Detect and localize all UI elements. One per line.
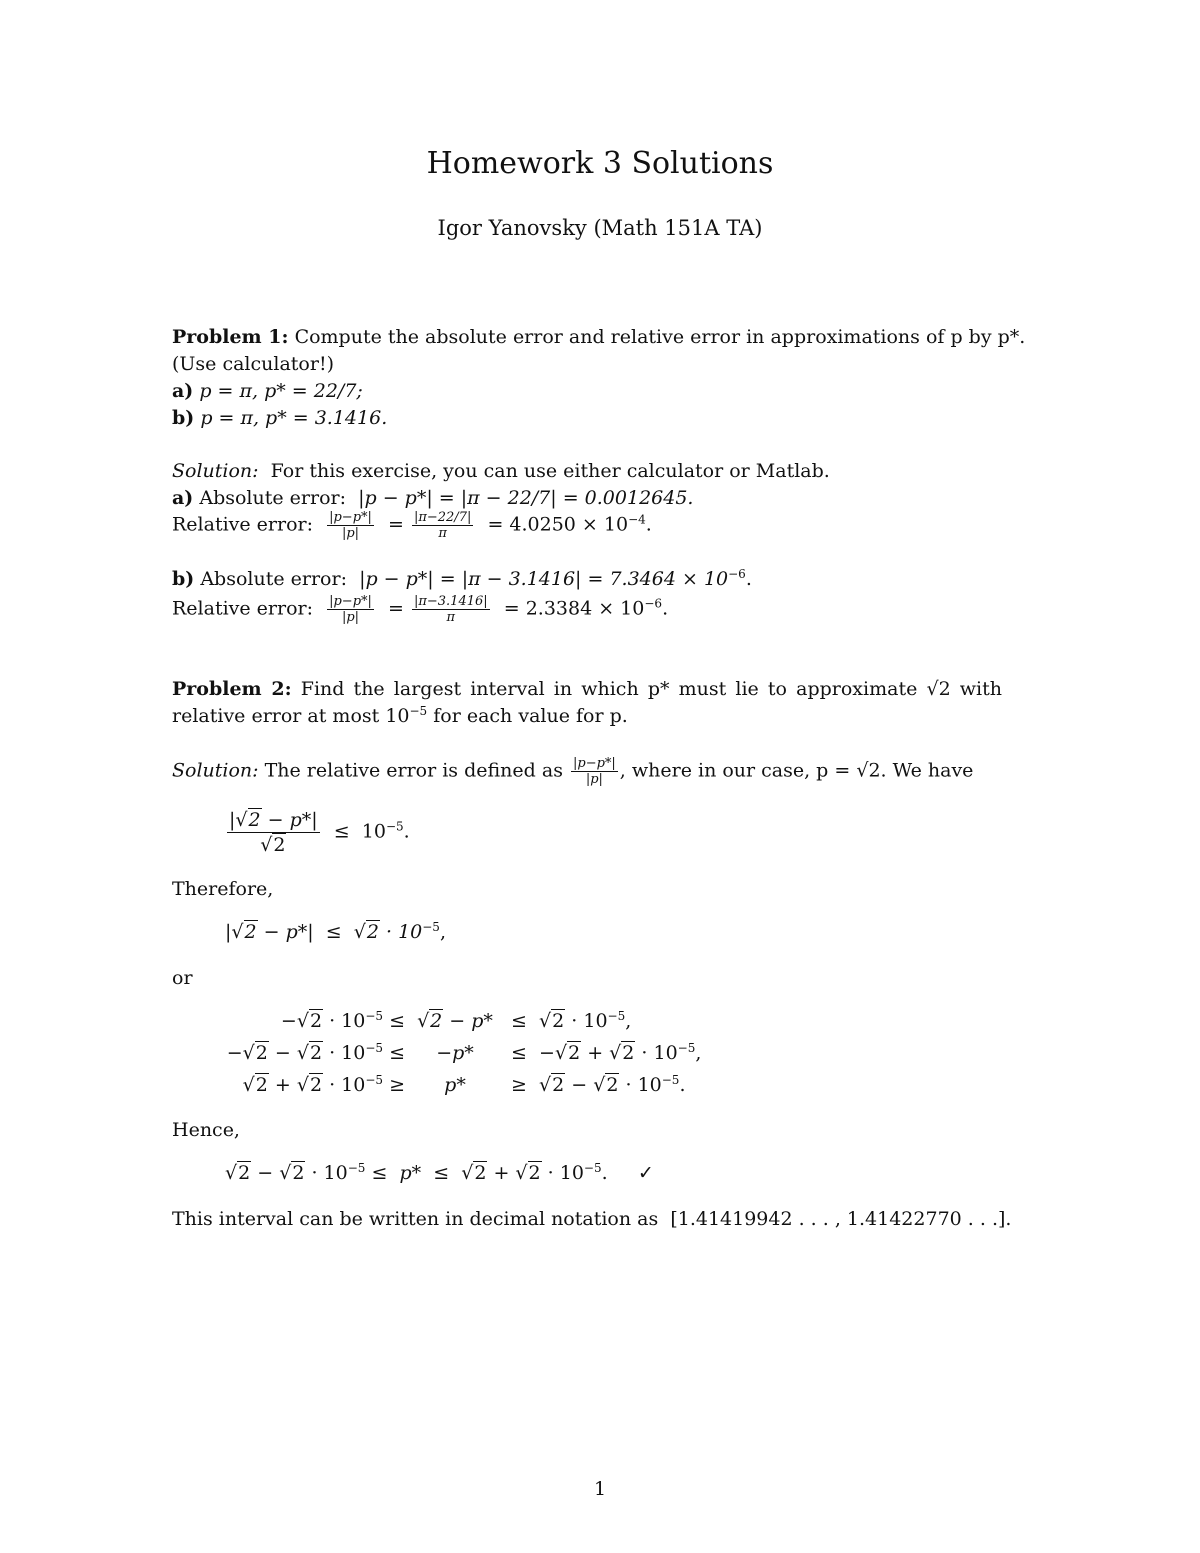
part-a-text: p = π, p* = 22/7; (199, 380, 363, 402)
equation-absolute-bound: $|√2 - p*| \le √2 \cdot 10^{-5}$, (225, 920, 446, 943)
b-rel-value: = 2.3384 × 10 (503, 597, 645, 620)
hence-text: Hence, (172, 1119, 240, 1141)
fraction: $\frac{|\pi-22/7|}{\pi}$ (413, 510, 472, 541)
problem1-part-a (172, 380, 363, 402)
solution-label: Solution: (172, 460, 259, 482)
problem1-b-relative: Relative error: $\frac{|p-p*|}{|p|}$ = $\frac{|\pi-3.1416|}{\pi}$ = $2.3384 \times 10^{-6}$. (172, 594, 669, 625)
fraction: $\frac{|\pi-3.1416|}{\pi}$ (413, 594, 488, 625)
abs-error-label: Absolute error: (199, 487, 346, 509)
fraction: $\frac{|p-p*|}{|p|}$ (573, 756, 616, 787)
inequality-row-3: $√2 + √2 \cdot 10^{-5}$ ≥ p* ≥ $√2 - √2 \cdot 10^{-5}$. (242, 1073, 686, 1096)
problem2-statement-line1 (172, 678, 1002, 700)
page-title: Homework 3 Solutions (426, 146, 774, 181)
b-abs-value: |p − p*| = |π − 3.1416| = 7.3464 × 10 (359, 568, 729, 590)
fraction: $\frac{|p-p*|}{|p|}$ (329, 510, 372, 541)
problem1-text: Compute the absolute error and relative error in approximations of p by p*. (294, 326, 1026, 348)
problem1-label: Problem 1: (172, 326, 289, 348)
part-b-text: p = π, p* = 3.1416. (200, 407, 388, 429)
a-abs-value: |p − p*| = |π − 22/7| = 0.0012645. (358, 487, 694, 509)
solution-label: Solution: (172, 759, 259, 782)
inequality-row-1: $-√2 \cdot 10^{-5}$ ≤ √2 − p* ≤ $√2 \cdot 10^{-5}$, (280, 1009, 632, 1032)
b-label: b) (172, 568, 195, 590)
page-number: 1 (593, 1478, 607, 1500)
rel-error-label: Relative error: (172, 597, 314, 620)
author-line: Igor Yanovsky (Math 151A TA) (437, 216, 763, 240)
problem2-statement-line2: relative error at most $10^{-5}$ for each value for p. (172, 704, 628, 727)
problem1-note: (Use calculator!) (172, 353, 334, 375)
problem1-part-b (172, 407, 387, 429)
solution-intro-text: For this exercise, you can use either calculator or Matlab. (270, 460, 830, 482)
inequality-row-2: $-√2 - √2 \cdot 10^{-5}$ ≤ −p* ≤ $-√2 + √2 \cdot 10^{-5}$, (226, 1041, 702, 1064)
equation-final-interval: $√2 - √2 \cdot 10^{-5} \le p* \le √2 + √2 \cdot 10^{-5}$. ✓ (225, 1161, 654, 1184)
checkmark-icon: ✓ (637, 1162, 654, 1184)
fraction: $\frac{|√2 - p*|}{√2}$ (229, 809, 318, 856)
fraction: $\frac{|p-p*|}{|p|}$ (329, 594, 372, 625)
interval-value: [1.41419942 . . . , 1.41422770 . . .]. (670, 1208, 1012, 1230)
a-rel-value: = 4.0250 × 10 (487, 513, 629, 536)
problem2-text-1: Find the largest interval in which p* must lie to approximate √2 with (300, 678, 1002, 700)
conclusion-line (172, 1208, 1011, 1230)
problem1-a-absolute (172, 487, 693, 509)
abs-error-label: Absolute error: (200, 568, 347, 590)
problem1-statement (172, 326, 1025, 348)
problem2-solution-intro: Solution: The relative error is defined as $\frac{|p-p*|}{|p|}$ , where in our case, p = √2. We have (172, 756, 974, 787)
problem1-solution-intro (172, 460, 830, 482)
part-b-label: b) (172, 407, 195, 429)
problem2-label: Problem 2: (172, 678, 292, 700)
rel-error-label: Relative error: (172, 513, 314, 536)
a-label: a) (172, 487, 194, 509)
or-text: or (172, 967, 193, 989)
therefore-text: Therefore, (172, 878, 274, 900)
equation-relative-bound: $\frac{|√2 - p*|}{√2}$ ≤ $10^{-5}$. (229, 809, 410, 856)
conclusion-text: This interval can be written in decimal notation as (172, 1208, 659, 1230)
problem1-a-relative: Relative error: $\frac{|p-p*|}{|p|}$ = $\frac{|\pi-22/7|}{\pi}$ = $4.0250 \times 10^{-4}$. (172, 510, 652, 541)
problem1-b-absolute: b) Absolute error: $|p - p*| = |\pi - 3.1416| = 7.3464 \times 10^{-6}$. (172, 567, 752, 590)
part-a-label: a) (172, 380, 194, 402)
